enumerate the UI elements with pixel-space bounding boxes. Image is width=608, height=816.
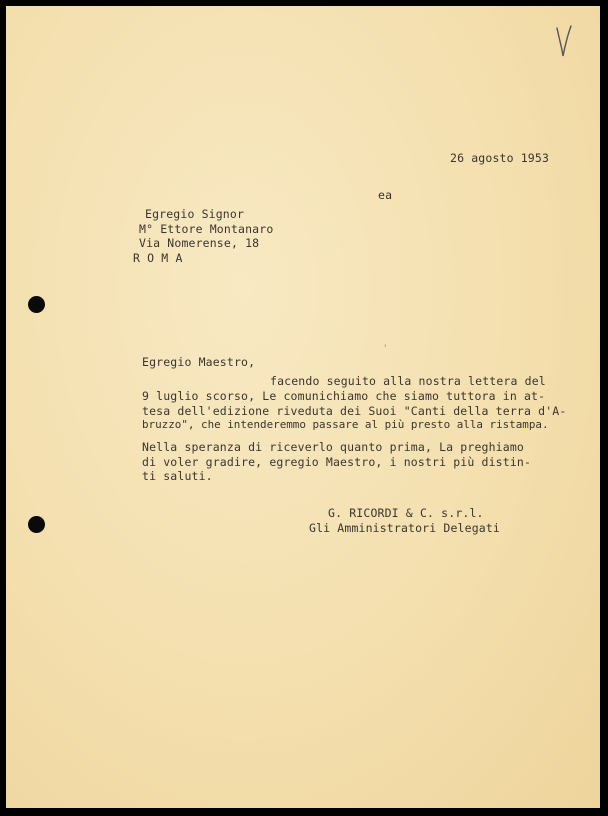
body-line: tesa dell'edizione riveduta dei Suoi "Canti della terra d'A- <box>142 404 567 418</box>
address-line: R O M A <box>133 251 183 265</box>
body-line: facendo seguito alla nostra lettera del <box>270 374 546 388</box>
signature-company: G. RICORDI & C. s.r.l. <box>328 506 484 520</box>
body-line: 9 luglio scorso, Le comunichiamo che siamo tuttora in at- <box>142 389 546 403</box>
body-line: di voler gradire, egregio Maestro, i nostri più distin- <box>142 455 532 469</box>
address-line: M° Ettore Montanaro <box>139 222 274 236</box>
letter-date: 26 agosto 1953 <box>450 151 550 165</box>
reference-initials: ea <box>378 188 393 202</box>
letter-page <box>6 6 600 808</box>
body-line: ti saluti. <box>142 469 213 483</box>
signature-title: Gli Amministratori Delegati <box>309 521 500 535</box>
stray-mark: ' <box>384 344 387 354</box>
punch-hole-top <box>28 296 45 313</box>
body-line: Nella speranza di riceverlo quanto prima, La preghiamo <box>142 440 524 454</box>
salutation: Egregio Maestro, <box>142 355 256 369</box>
body-line: bruzzo", che intenderemmo passare al più presto alla ristampa. <box>142 418 549 431</box>
address-line: Via Nomerense, 18 <box>139 236 260 250</box>
checkmark-icon <box>554 24 574 60</box>
address-line: Egregio Signor <box>145 207 245 221</box>
punch-hole-bottom <box>28 516 45 533</box>
